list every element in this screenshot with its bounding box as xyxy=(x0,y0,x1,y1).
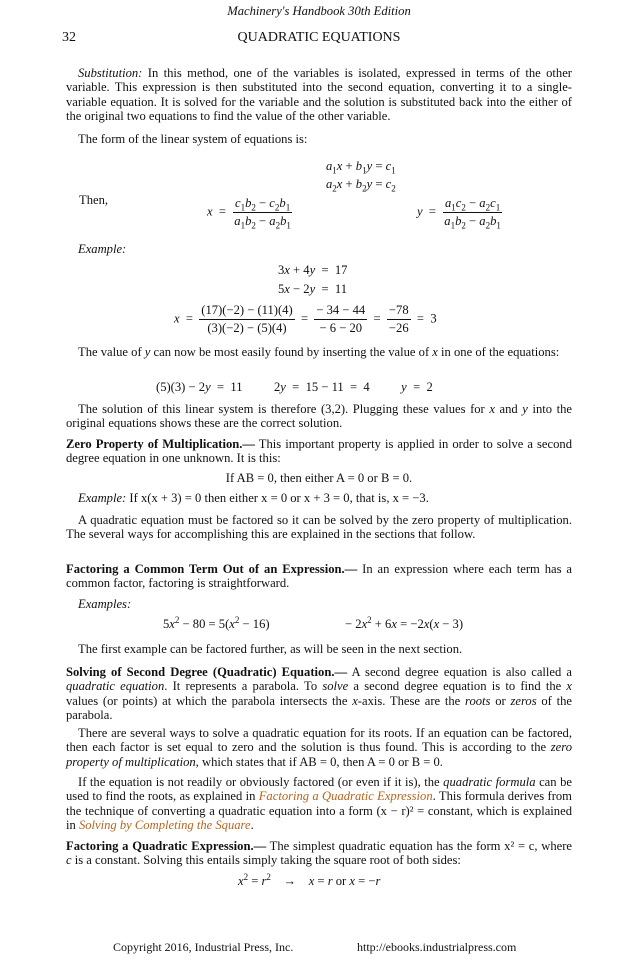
system-equation-1: $a_1x + b_1y = c_1$ xyxy=(326,159,396,176)
page-number: 32 xyxy=(62,30,76,45)
substitution-text: In this method, one of the variables is isolated, expressed in terms of the other variable. This expression is then substituted into the second equation, converting it to a single-variable equation. It is solved for the variable and the solution is substituted back into the either of the original two equations to find the value of the other variable. xyxy=(66,66,572,124)
system-equation-2: $a_2x + b_2y = c_2$ xyxy=(326,177,396,194)
examples-label: Examples: xyxy=(78,597,132,611)
example-x-solution: x = $\frac{(17)(-2) - (11)(4)}{(3)(-2) - (5)(4)}$ = $\frac{- 34 - 44}{- 6 - 20}$ = $\frac{-78}{-26}$ = 3 xyxy=(174,303,437,335)
example-label: Example: xyxy=(78,242,127,256)
link-factoring-quadratic[interactable]: Factoring a Quadratic Expression xyxy=(258,789,433,804)
quadratic-factored-paragraph: A quadratic equation must be factored so it can be solved by the zero property of multiplication. The several ways for accomplishing this are explained in the sections that follow. xyxy=(66,513,572,542)
square-root-equation: $x^2 = r^2$ → x = r or x = −r xyxy=(238,871,381,888)
factoring-quadratic-heading: Factoring a Quadratic Expression.— xyxy=(66,839,267,853)
zero-property-example: Example: If x(x + 3) = 0 then either x = 0 or x + 3 = 0, that is, x = −3. xyxy=(78,491,429,505)
x-formula: x = $\frac{c_1b_2 - c_2b_1}{a_1b_2 - a_2b_1}$ xyxy=(207,196,291,231)
example-equation-2: 5x − 2y = 11 xyxy=(278,282,348,296)
y-computation: (5)(3) − 2y = 11 2y = 15 − 11 = 4 y = 2 xyxy=(156,380,433,394)
y-formula: y = $\frac{a_1c_2 - a_2c_1}{a_1b_2 - a_2b_1}$ xyxy=(417,196,501,231)
zero-property-paragraph: Zero Property of Multiplication.— This important property is applied in order to solve a second degree equation in one unknown. It is this: xyxy=(66,437,572,466)
section-title: QUADRATIC EQUATIONS xyxy=(237,30,401,45)
link-completing-square[interactable]: Solving by Completing the Square xyxy=(78,818,251,833)
factoring-common-heading: Factoring a Common Term Out of an Expression.— xyxy=(66,562,358,576)
factoring-quadratic-paragraph: Factoring a Quadratic Expression.— The simplest quadratic equation has the form x² = c, where c is a constant. Solving this entails simply taking the square root of both sides: xyxy=(66,839,572,868)
solving-heading: Solving of Second Degree (Quadratic) Equation.— xyxy=(66,665,348,679)
factoring-after-text: The first example can be factored further, as will be seen in the next section. xyxy=(78,642,463,656)
form-text: The form of the linear system of equations is: xyxy=(78,132,308,146)
factoring-common-paragraph: Factoring a Common Term Out of an Expression.— In an expression where each term has a common factor, factoring is straightforward. xyxy=(66,562,572,591)
solution-paragraph: The solution of this linear system is therefore (3,2). Plugging these values for x and y into the original equations shows these are the correct solution. xyxy=(66,402,573,431)
footer-url[interactable]: http://ebooks.industrialpress.com xyxy=(357,940,517,954)
substitution-term: Substitution: xyxy=(78,66,143,80)
value-of-y-paragraph: The value of y can now be most easily found by inserting the value of x in one of the equations: xyxy=(78,345,560,359)
solving-paragraph-2: There are several ways to solve a quadratic equation for its roots. If an equation can be factored, then each factor is set equal to zero and the solution is thus found. This is according to the zero property of multiplication, which states that if AB = 0, then A = 0 or B = 0. xyxy=(66,726,572,769)
factoring-example-2: − $2x^2 + 6x = -2x(x - 3)$ xyxy=(345,614,464,631)
zero-property-heading: Zero Property of Multiplication.— xyxy=(66,437,255,451)
example-equation-1: 3x + 4y = 17 xyxy=(278,263,348,277)
factoring-example-1: $5x^2 - 80 = 5(x^2 - 16)$ xyxy=(163,614,270,631)
book-title: Machinery's Handbook 30th Edition xyxy=(227,4,411,18)
zero-property-rule: If AB = 0, then either A = 0 or B = 0. xyxy=(225,471,413,485)
substitution-paragraph xyxy=(66,66,572,124)
solving-paragraph: Solving of Second Degree (Quadratic) Equation.— A second degree equation is also called a quadratic equation. It represents a parabola. To solve a second degree equation is to find the x values (or points) at which the parabola intersects the x-axis. These are the roots or zeros of the parabola. xyxy=(66,665,573,723)
solving-paragraph-3: If the equation is not readily or obviously factored (or even if it is), the quadratic formula can be used to find the roots, as explained in Factoring a Quadratic Expression. This formula derives from the technique of converting a quadratic equation into a form (x − r)² = constant, which is explained in Solving by Completing the Square. xyxy=(66,775,572,833)
then-label: Then, xyxy=(79,193,109,207)
footer-copyright: Copyright 2016, Industrial Press, Inc. xyxy=(113,940,294,954)
